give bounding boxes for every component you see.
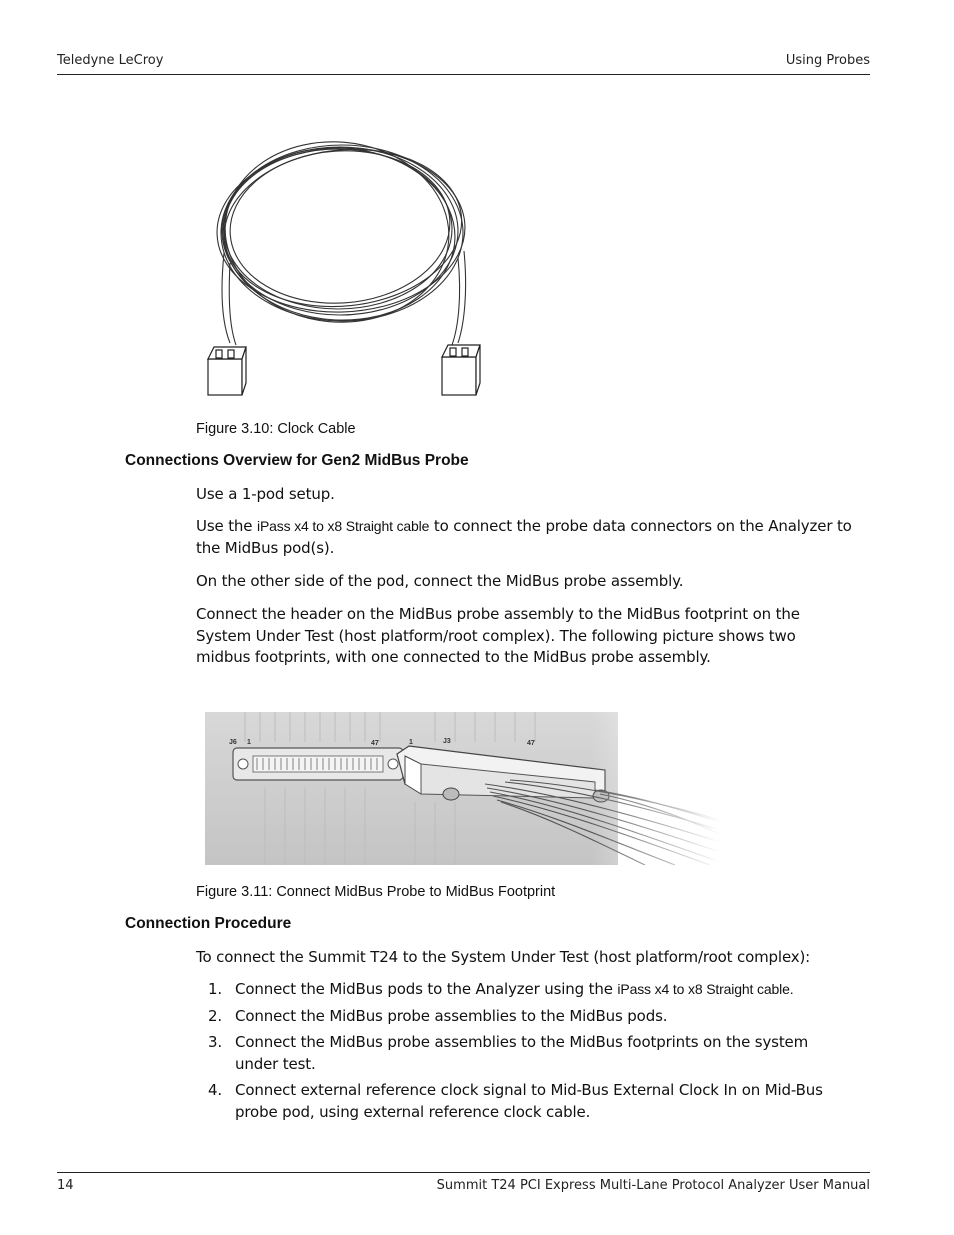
figure-3-10-caption: Figure 3.10: Clock Cable xyxy=(196,421,356,437)
header-left: Teledyne LeCroy xyxy=(57,53,164,68)
right-connector-icon xyxy=(442,345,480,395)
j6-label: J6 xyxy=(229,739,237,746)
manual-title: Summit T24 PCI Express Multi-Lane Protocol Analyzer User Manual xyxy=(436,1178,870,1193)
procedure-steps xyxy=(196,979,836,1128)
paragraph-text: to connect the probe data connectors on the Analyzer to the MidBus pod(s). xyxy=(196,517,852,557)
j3-pin47-label: 47 xyxy=(527,740,535,747)
j3-pin1-label: 1 xyxy=(409,739,413,746)
figure-3-11-caption: Figure 3.11: Connect MidBus Probe to MidBus Footprint xyxy=(196,884,556,900)
step-text: Connect the MidBus probe assemblies to the MidBus pods. xyxy=(235,1006,668,1025)
j6-pin47-label: 47 xyxy=(371,740,379,747)
step-number: 1. xyxy=(208,980,223,998)
paragraph-pod-setup: Use a 1-pod setup. xyxy=(196,485,335,503)
midbus-footprint-photo xyxy=(205,712,720,865)
paragraph-other-side: On the other side of the pod, connect the MidBus probe assembly. xyxy=(196,572,684,590)
paragraph-ipass-cable xyxy=(196,516,872,559)
j3-label: J3 xyxy=(443,738,451,745)
paragraph-text: Use the xyxy=(196,517,257,535)
cable-name: iPass x4 to x8 Straight cable xyxy=(256,518,430,534)
header-right: Using Probes xyxy=(785,53,870,68)
procedure-intro: To connect the Summit T24 to the System Under Test (host platform/root complex): xyxy=(196,948,811,966)
left-connector-icon xyxy=(208,347,246,395)
step-number: 3. xyxy=(208,1033,223,1051)
j6-pin1-label: 1 xyxy=(247,739,251,746)
clock-cable-illustration xyxy=(200,133,482,405)
list-item xyxy=(196,1006,836,1028)
step-number: 2. xyxy=(208,1006,223,1025)
page-number: 14 xyxy=(57,1178,74,1193)
section-heading-connection-procedure: Connection Procedure xyxy=(125,915,292,932)
step-text: Connect the MidBus pods to the Analyzer using the xyxy=(235,980,618,998)
paragraph-header-connection: Connect the header on the MidBus probe assembly to the MidBus footprint on the System Under Test (host platform/root complex). The following picture shows two midbus footprints, with one connected to the MidBus probe assembly. xyxy=(196,605,800,666)
list-item xyxy=(196,1032,836,1075)
section-heading-connections-overview: Connections Overview for Gen2 MidBus Probe xyxy=(125,452,469,469)
step-text: Connect external reference clock signal to Mid-Bus External Clock In on Mid-Bus probe pod, using external reference clock cable. xyxy=(235,1081,823,1121)
cable-name: iPass x4 to x8 Straight cable. xyxy=(617,981,794,997)
step-number: 4. xyxy=(208,1081,223,1099)
step-text: Connect the MidBus probe assemblies to the MidBus footprints on the system under test. xyxy=(235,1033,809,1073)
footer-rule xyxy=(57,1172,870,1173)
header-rule xyxy=(57,74,870,75)
list-item xyxy=(196,1080,836,1123)
list-item xyxy=(196,979,836,1001)
